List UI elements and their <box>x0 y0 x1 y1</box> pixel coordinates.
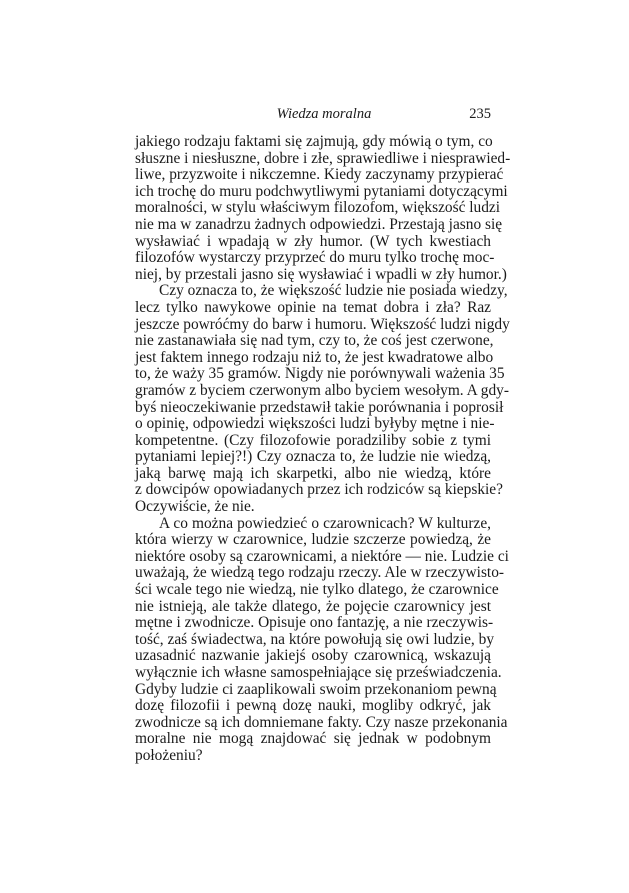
text-line: Czy oznacza to, że większość ludzie nie posiada wiedzy, <box>159 282 508 300</box>
paragraph <box>135 282 510 516</box>
text-line: moralności, w stylu właściwym filozofom, większość ludzi <box>135 199 501 217</box>
text-line: położeniu? <box>135 746 203 764</box>
text-line: tość, zaś świadectwa, na które powołują się owi ludzie, by <box>135 630 495 648</box>
paragraph <box>135 514 509 765</box>
text-line: kompetentne. (Czy filozofowie poradziliby sobie z tymi <box>135 431 491 449</box>
text-line: Oczywiście, że nie. <box>135 498 255 516</box>
text-line: dozę filozofii i pewną dozę nauki, mogliby odkryć, jak <box>135 697 491 715</box>
body-text <box>135 133 511 765</box>
text-line: moralne nie mogą znajdować się jednak w podobnym <box>135 730 491 748</box>
running-title: Wiedza moralna <box>276 106 372 122</box>
text-line: pytaniami lepiej?!) Czy oznacza to, że ludzie nie wiedzą, <box>135 448 491 466</box>
paragraph <box>135 133 511 283</box>
text-line: ści wcale tego nie wiedzą, nie tylko dlatego, że czarownice <box>135 581 499 599</box>
page-header <box>135 106 491 126</box>
text-line: wysławiać i wpadają w zły humor. (W tych kwestiach <box>135 232 491 250</box>
text-line: słuszne i niesłuszne, dobre i złe, sprawiedliwe i niesprawied- <box>135 149 511 167</box>
text-line: która wierzy w czarownice, ludzie szczerze powiedzą, że <box>135 531 491 549</box>
text-line: uzasadnić nazwanie jakiejś osoby czarownicą, wskazują <box>135 647 491 665</box>
text-line: A co można powiedzieć o czarownicach? W kulturze, <box>159 514 491 532</box>
text-line: niej, by przestali jasno się wysławiać i wpadli w zły humor.) <box>135 265 507 283</box>
text-line: jest faktem innego rodzaju niż to, że jest kwadratowe albo <box>135 348 494 366</box>
text-line: filozofów wystarczy przyprzeć do muru tylko trochę moc- <box>135 249 495 267</box>
text-line: nie ma w zanadrzu żadnych odpowiedzi. Przestają jasno się <box>135 215 503 233</box>
text-line: mętne i zwodnicze. Opisuje ono fantazję, a nie rzeczywis- <box>135 614 494 632</box>
text-line: zwodnicze są ich domniemane fakty. Czy nasze przekonania <box>135 713 508 731</box>
text-line: jeszcze powróćmy do barw i humoru. Większość ludzi nigdy <box>135 315 510 333</box>
text-line: liwe, przyzwoite i nikczemne. Kiedy zaczynamy przypierać <box>135 166 504 184</box>
text-line: gramów z byciem czerwonym albo byciem wesołym. A gdy- <box>135 381 509 399</box>
text-line: jakiego rodzaju faktami się zajmują, gdy mówią o tym, co <box>135 133 493 150</box>
text-line: nie zastanawiała się nad tym, czy to, że coś jest czerwone, <box>135 332 494 350</box>
text-line: ich trochę do muru podchwytliwymi pytaniami dotyczącymi <box>135 182 508 200</box>
text-line: to, że waży 35 gramów. Nigdy nie porównywali ważenia 35 <box>135 365 505 383</box>
text-line: z dowcipów opowiadanych przez ich rodziców są kiepskie? <box>135 481 503 499</box>
text-line: o opinię, odpowiedzi większości ludzi byłyby mętne i nie- <box>135 415 495 433</box>
text-line: nie istnieją, ale także dlatego, że pojęcie czarownicy jest <box>135 597 491 615</box>
text-line: jaką barwę mają ich skarpetki, albo nie wiedzą, które <box>135 464 491 482</box>
page-number: 235 <box>469 106 491 122</box>
text-line: lecz tylko nawykowe opinie na temat dobra i zła? Raz <box>135 298 491 316</box>
text-line: byś nieoczekiwanie przedstawił takie porównania i poprosił <box>135 398 504 416</box>
text-line: niektóre osoby są czarownicami, a niektóre — nie. Ludzie ci <box>135 547 509 565</box>
text-line: uważają, że wiedzą tego rodzaju rzeczy. Ale w rzeczywisto- <box>135 564 505 582</box>
text-line: Gdyby ludzie ci zaaplikowali swoim przekonaniom pewną <box>135 680 497 698</box>
text-line: wyłącznie ich własne samospełniające się przeświadczenia. <box>135 664 502 681</box>
